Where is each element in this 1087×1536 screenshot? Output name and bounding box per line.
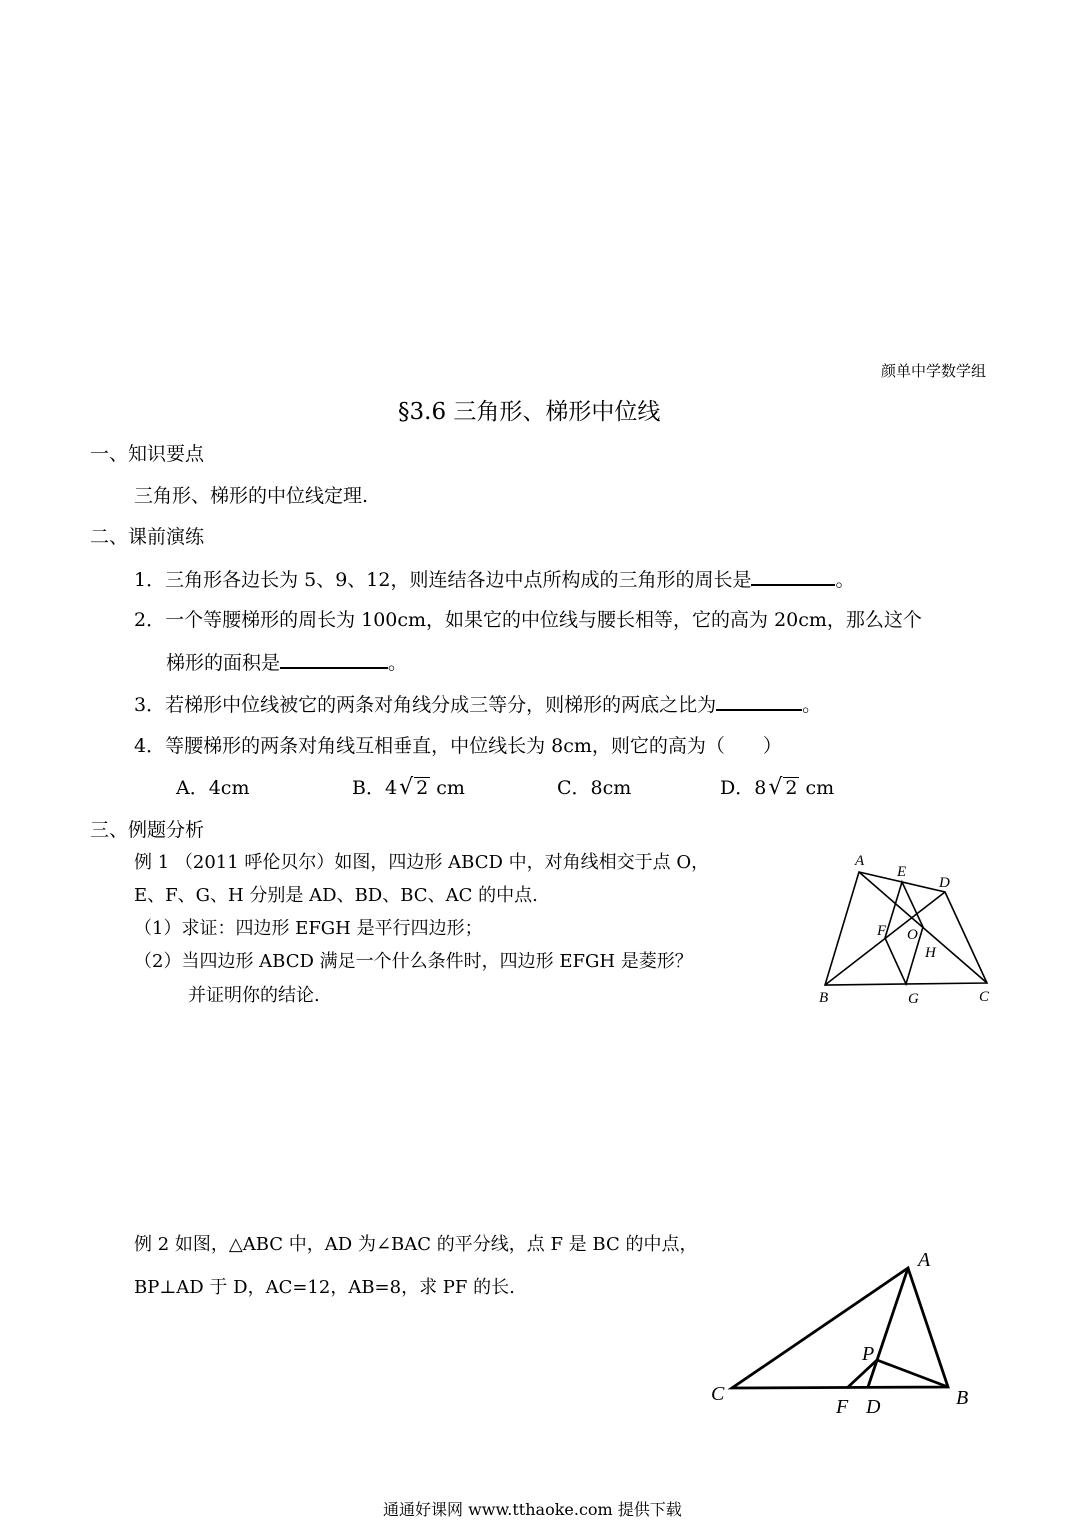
example-2-line2: BP⊥AD 于 D，AC=12，AB=8，求 PF 的长. [134,1277,515,1298]
example-1-line2: E、F、G、H 分别是 AD、BD、BC、AC 的中点. [134,885,538,906]
option-d-radicand: 2 [785,777,798,799]
page-title: §3.6 三角形、梯形中位线 [398,399,661,425]
label-c: C [711,1383,725,1405]
option-d-unit: cm [805,777,835,799]
section-2-heading: 二、课前演练 [90,526,205,548]
question-3-end: 。 [802,694,822,716]
option-b-unit: cm [436,777,465,799]
header-org: 颜单中学数学组 [881,362,987,380]
question-2-line2 [166,648,407,675]
segment-bp [877,1360,948,1387]
example-1-part1: （1）求证：四边形 EFGH 是平行四边形； [134,918,483,939]
example-1-part2b: 并证明你的结论. [188,985,320,1006]
label-p: P [862,1343,875,1365]
option-b-radicand: 2 [416,777,429,799]
question-1-end: 。 [835,569,855,591]
label-h: H [925,945,936,961]
section-1-text: 三角形、梯形的中位线定理. [134,485,369,507]
question-3 [134,690,821,717]
option-a: A．4cm [176,777,250,799]
option-b-coef: B．4 [352,777,398,799]
figure-quadrilateral [805,845,1005,1010]
question-2-text: 梯形的面积是 [166,652,281,674]
option-b [352,773,465,800]
question-4: 4．等腰梯形的两条对角线互相垂直，中位线长为 8cm，则它的高为（ ） [134,735,782,757]
triangle-abc [732,1268,948,1388]
label-a: A [918,1249,931,1271]
option-d [720,773,834,800]
option-d-coef: D．8 [720,777,767,799]
question-2-end: 。 [388,652,408,674]
figure-triangle [700,1240,990,1420]
label-g: G [908,991,919,1007]
footer: 通通好课网 www.tthaoke.com 提供下载 [383,1500,682,1519]
example-1-part2: （2）当四边形 ABCD 满足一个什么条件时，四边形 EFGH 是菱形？ [134,951,693,972]
label-b: B [819,990,829,1006]
label-e: E [897,864,907,880]
section-3-heading: 三、例题分析 [90,819,205,841]
label-a: A [855,853,865,869]
radical-icon: √ [399,775,414,800]
label-f: F [836,1396,849,1418]
label-f: F [877,923,887,939]
answer-blank [716,708,802,711]
label-d: D [939,875,950,891]
example-1-line1: 例 1 （2011 呼伦贝尔）如图，四边形 ABCD 中，对角线相交于点 O， [134,852,710,873]
answer-blank [751,583,835,586]
question-3-text: 3．若梯形中位线被它的两条对角线分成三等分，则梯形的两底之比为 [134,694,717,716]
label-o: O [907,927,918,943]
question-1-text: 1．三角形各边长为 5、9、12，则连结各边中点所构成的三角形的周长是 [134,569,752,591]
question-1 [134,565,855,592]
example-2-line1: 例 2 如图，△ABC 中，AD 为∠BAC 的平分线，点 F 是 BC 的中点， [134,1234,698,1255]
option-c: C．8cm [557,777,632,799]
radical-icon: √ [768,775,783,800]
question-2-line1: 2．一个等腰梯形的周长为 100cm，如果它的中位线与腰长相等，它的高为 20cm，那么这个 [134,609,922,631]
answer-blank [280,666,388,669]
label-c: C [979,989,990,1005]
label-d: D [866,1396,881,1418]
section-1-heading: 一、知识要点 [90,443,205,465]
label-b: B [956,1387,969,1409]
